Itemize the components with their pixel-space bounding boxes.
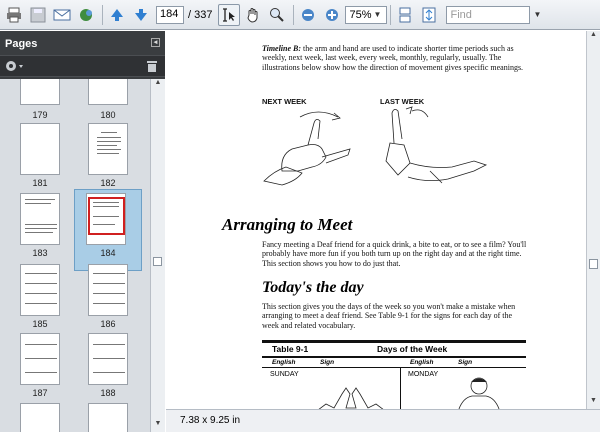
document-view[interactable] [166, 31, 586, 409]
toolbar [0, 0, 600, 30]
column-header-sign: Sign [320, 359, 335, 366]
options-gear-icon[interactable] [4, 59, 26, 76]
monday-sign-illustration [454, 372, 504, 409]
thumbnail-scrollbar[interactable] [150, 79, 165, 432]
thumbnail-label: 188 [100, 388, 116, 398]
arranging-paragraph: Fancy meeting a Deaf friend for a quick drink, a bite to eat, or to see a film? You'll probably have more fun if you both turn up on the right day and at the right time. This section shows you how to do just that. [262, 240, 527, 268]
status-bar [166, 409, 600, 432]
pages-panel [0, 31, 165, 432]
table-top-rule [262, 340, 526, 343]
page-thumbnail[interactable] [20, 123, 60, 175]
hand-tool-icon[interactable] [242, 4, 264, 26]
zoom-value: 75% [349, 8, 372, 21]
chevron-down-icon[interactable]: ▼ [373, 10, 382, 19]
scroll-up-arrow-icon[interactable]: ▲ [154, 79, 162, 86]
thumbnail-label: 181 [32, 178, 48, 188]
scrollbar-thumb[interactable] [589, 259, 598, 269]
page-total: / 337 [188, 8, 213, 21]
fit-page-icon[interactable] [418, 4, 440, 26]
zoom-in-icon[interactable] [321, 4, 343, 26]
heading-todays-the-day: Today's the day [262, 279, 364, 296]
collapse-panel-icon[interactable]: ◂ [151, 38, 160, 47]
table-cell-monday: MONDAY [408, 371, 439, 378]
zoom-out-icon[interactable] [297, 4, 319, 26]
previous-page-icon[interactable] [106, 4, 128, 26]
scroll-down-arrow-icon[interactable]: ▼ [154, 420, 162, 427]
page-thumbnail[interactable] [88, 123, 128, 175]
separator [102, 5, 103, 25]
page-thumbnail[interactable] [88, 264, 128, 316]
timeline-paragraph [262, 44, 528, 72]
collaborate-icon[interactable] [75, 4, 97, 26]
page-number-input[interactable]: 184 [156, 6, 184, 24]
print-icon[interactable] [3, 4, 25, 26]
document-scrollbar[interactable] [586, 31, 600, 409]
page-thumbnail[interactable] [20, 403, 60, 432]
thumbnail-label: 183 [32, 248, 48, 258]
email-icon[interactable] [51, 4, 73, 26]
next-week-sign-illustration [262, 109, 357, 187]
next-page-icon[interactable] [130, 4, 152, 26]
pages-panel-title: Pages [5, 38, 38, 50]
column-header-english: English [410, 359, 434, 366]
scrolling-mode-icon[interactable] [394, 4, 416, 26]
delete-page-icon[interactable] [146, 59, 158, 76]
find-placeholder: Find [450, 8, 472, 21]
scroll-up-arrow-icon[interactable]: ▲ [590, 31, 597, 38]
table-title: Days of the Week [377, 344, 448, 354]
pages-panel-header [0, 31, 165, 55]
table-cell-sunday: SUNDAY [270, 371, 299, 378]
separator [293, 5, 294, 25]
timeline-label: Timeline B: [262, 44, 302, 53]
sunday-sign-illustration [316, 380, 386, 409]
thumbnail-list[interactable] [0, 79, 150, 432]
zoom-select[interactable] [345, 6, 387, 24]
today-paragraph: This section gives you the days of the week so you won't make a mistake when arranging to meet a deaf friend. See Table 9-1 for the signs for each day of the week and related vocabulary. [262, 302, 516, 330]
marquee-zoom-icon[interactable] [266, 4, 288, 26]
separator [390, 5, 391, 25]
find-input[interactable] [446, 6, 530, 24]
page-thumbnail[interactable] [20, 193, 60, 245]
last-week-label: LAST WEEK [380, 97, 425, 106]
page-size-readout: 7.38 x 9.25 in [180, 415, 241, 426]
thumbnail-label: 184 [100, 248, 116, 258]
page-thumbnail[interactable] [88, 333, 128, 385]
find-options-chevron-icon[interactable]: ▼ [533, 10, 542, 19]
page-thumbnail[interactable] [88, 79, 128, 105]
page-thumbnail[interactable] [20, 333, 60, 385]
column-header-english: English [272, 359, 296, 366]
scroll-down-arrow-icon[interactable]: ▼ [590, 397, 597, 404]
page-thumbnail[interactable] [88, 403, 128, 432]
heading-arranging-to-meet: Arranging to Meet [222, 215, 353, 234]
last-week-sign-illustration [382, 105, 492, 187]
table-subheader-rule [262, 367, 526, 368]
select-text-icon[interactable] [218, 4, 240, 26]
timeline-text: the arm and hand are used to indicate shorter time periods such as weekly, next week, last week, every week, monthly, regularly, usually. The illustrations below show how the direction of movement gives specific meanings. [262, 44, 524, 72]
table-number: Table 9-1 [272, 344, 309, 354]
table-header-rule [262, 356, 526, 358]
next-week-label: NEXT WEEK [262, 97, 307, 106]
thumbnail-label: 186 [100, 319, 116, 329]
save-icon[interactable] [27, 4, 49, 26]
scrollbar-thumb[interactable] [153, 257, 162, 266]
page-thumbnail[interactable] [20, 79, 60, 105]
page-thumbnail-selected[interactable] [86, 193, 126, 245]
table-column-divider [400, 367, 401, 409]
thumbnail-label: 187 [32, 388, 48, 398]
thumbnail-label: 185 [32, 319, 48, 329]
thumbnail-label: 180 [100, 110, 116, 120]
thumbnail-label: 182 [100, 178, 116, 188]
table-9-1 [262, 340, 526, 409]
thumbnail-label: 179 [32, 110, 48, 120]
pages-panel-toolbar [0, 55, 165, 77]
column-header-sign: Sign [458, 359, 473, 366]
page-thumbnail[interactable] [20, 264, 60, 316]
